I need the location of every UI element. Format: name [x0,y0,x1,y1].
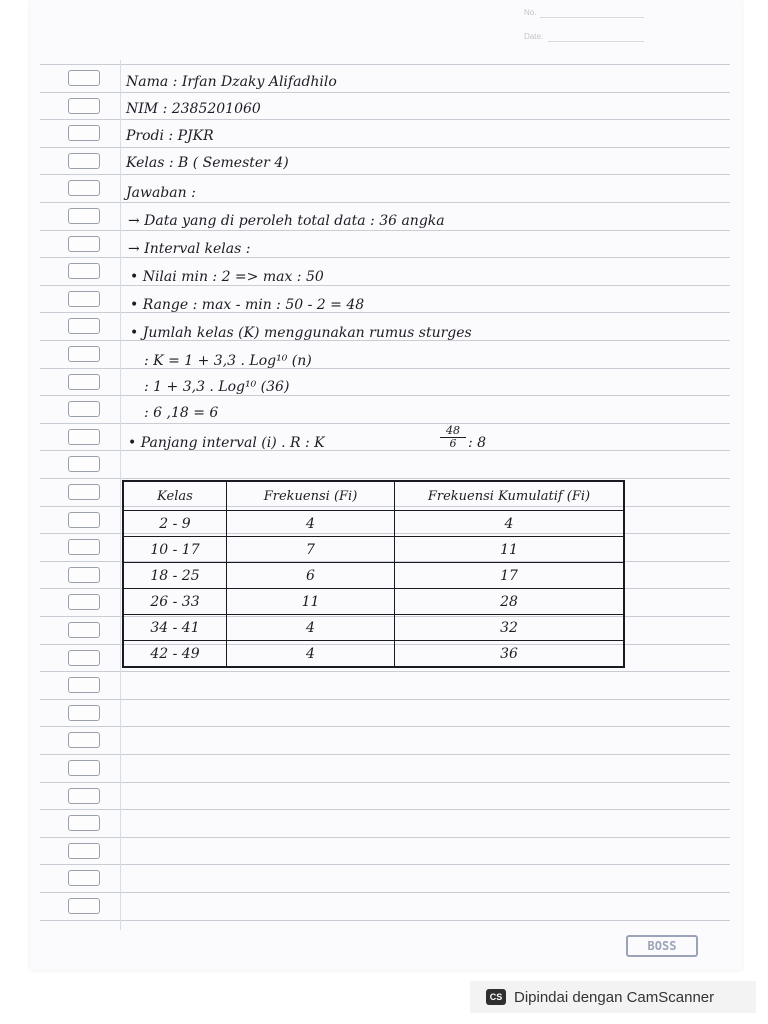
margin-line [120,60,121,930]
sturges-substitution-line: : 1 + 3,3 . Log¹⁰ (36) [144,379,290,395]
cell-kelas: 34 - 41 [123,615,227,641]
header-kelas: Kelas [123,481,227,511]
table-row [123,615,624,641]
margin-box [68,374,100,390]
margin-box [68,732,100,748]
name-line: Nama : Irfan Dzaky Alifadhilo [126,74,337,90]
margin-box [68,98,100,114]
ruled-line [40,754,730,755]
ruled-line [40,202,730,203]
margin-box [68,429,100,445]
ruled-line [40,699,730,700]
cell-frekuensi: 4 [227,615,395,641]
nim-line: NIM : 2385201060 [126,101,261,117]
ruled-line [40,92,730,93]
margin-box [68,263,100,279]
no-line [540,17,644,18]
margin-box [68,677,100,693]
ruled-line [40,671,730,672]
margin-box [68,291,100,307]
margin-box [68,180,100,196]
table-row [123,563,624,589]
no-label: No. [524,8,537,17]
margin-box [68,70,100,86]
ruled-line [40,864,730,865]
margin-box [68,125,100,141]
ruled-line [40,147,730,148]
minmax-line: • Nilai min : 2 => max : 50 [130,269,324,285]
ruled-line [40,920,730,921]
camscanner-logo-icon: CS [486,989,506,1005]
margin-box [68,153,100,169]
fraction-denominator: 6 [449,437,457,450]
ruled-line [40,782,730,783]
fraction-numerator: 48 [440,425,466,438]
margin-box [68,898,100,914]
margin-box [68,705,100,721]
ruled-line [40,64,730,65]
margin-box [68,843,100,859]
margin-box [68,622,100,638]
margin-box [68,539,100,555]
margin-box [68,760,100,776]
margin-box [68,650,100,666]
margin-box [68,788,100,804]
margin-box [68,236,100,252]
cell-kelas: 10 - 17 [123,537,227,563]
margin-box [68,484,100,500]
ruled-line [40,478,730,479]
interval-result: : 8 [468,435,487,451]
cell-kumulatif: 36 [395,641,625,668]
ruled-line [40,423,730,424]
data-line: → Data yang di peroleh total data : 36 angka [128,213,445,229]
brand-stamp-logo: BOSS [626,935,698,957]
cell-kelas: 26 - 33 [123,589,227,615]
margin-box [68,456,100,472]
camscanner-text: Dipindai dengan CamScanner [514,988,715,1006]
cell-frekuensi: 4 [227,641,395,668]
cell-kumulatif: 17 [395,563,625,589]
margin-box [68,318,100,334]
cell-kumulatif: 28 [395,589,625,615]
table-row [123,537,624,563]
cell-kumulatif: 32 [395,615,625,641]
cell-frekuensi: 6 [227,563,395,589]
frequency-table [122,480,625,668]
panjang-interval-line: • Panjang interval (i) . R : K [128,435,325,451]
jawaban-line: Jawaban : [126,185,196,201]
ruled-line [40,892,730,893]
ruled-line [40,174,730,175]
header-frekuensi-kumulatif: Frekuensi Kumulatif (Fi) [395,481,625,511]
margin-box [68,567,100,583]
margin-box [68,815,100,831]
cell-frekuensi: 7 [227,537,395,563]
margin-box [68,401,100,417]
interval-fraction [440,425,466,450]
sturges-formula-line: : K = 1 + 3,3 . Log¹⁰ (n) [144,353,312,369]
range-line: • Range : max - min : 50 - 2 = 48 [130,297,365,313]
cell-kumulatif: 4 [395,511,625,537]
cell-frekuensi: 11 [227,589,395,615]
table-row [123,641,624,668]
ruled-line [40,837,730,838]
cell-kumulatif: 11 [395,537,625,563]
jumlah-kelas-line: • Jumlah kelas (K) menggunakan rumus sturges [130,325,472,341]
table-row [123,511,624,537]
ruled-line [40,809,730,810]
table-header-row [123,481,624,511]
cell-kelas: 2 - 9 [123,511,227,537]
interval-line: → Interval kelas : [128,241,251,257]
margin-box [68,594,100,610]
date-line [548,41,644,42]
cell-frekuensi: 4 [227,511,395,537]
ruled-line [40,119,730,120]
cell-kelas: 18 - 25 [123,563,227,589]
sturges-result-line: : 6 ,18 = 6 [144,405,219,421]
prodi-line: Prodi : PJKR [126,128,214,144]
kelas-line: Kelas : B ( Semester 4) [126,155,289,171]
header-frekuensi: Frekuensi (Fi) [227,481,395,511]
margin-box [68,870,100,886]
date-label: Date: [524,32,544,41]
margin-box [68,346,100,362]
ruled-line [40,726,730,727]
cell-kelas: 42 - 49 [123,641,227,668]
camscanner-watermark [470,981,756,1013]
margin-box [68,208,100,224]
table-row [123,589,624,615]
margin-box [68,512,100,528]
